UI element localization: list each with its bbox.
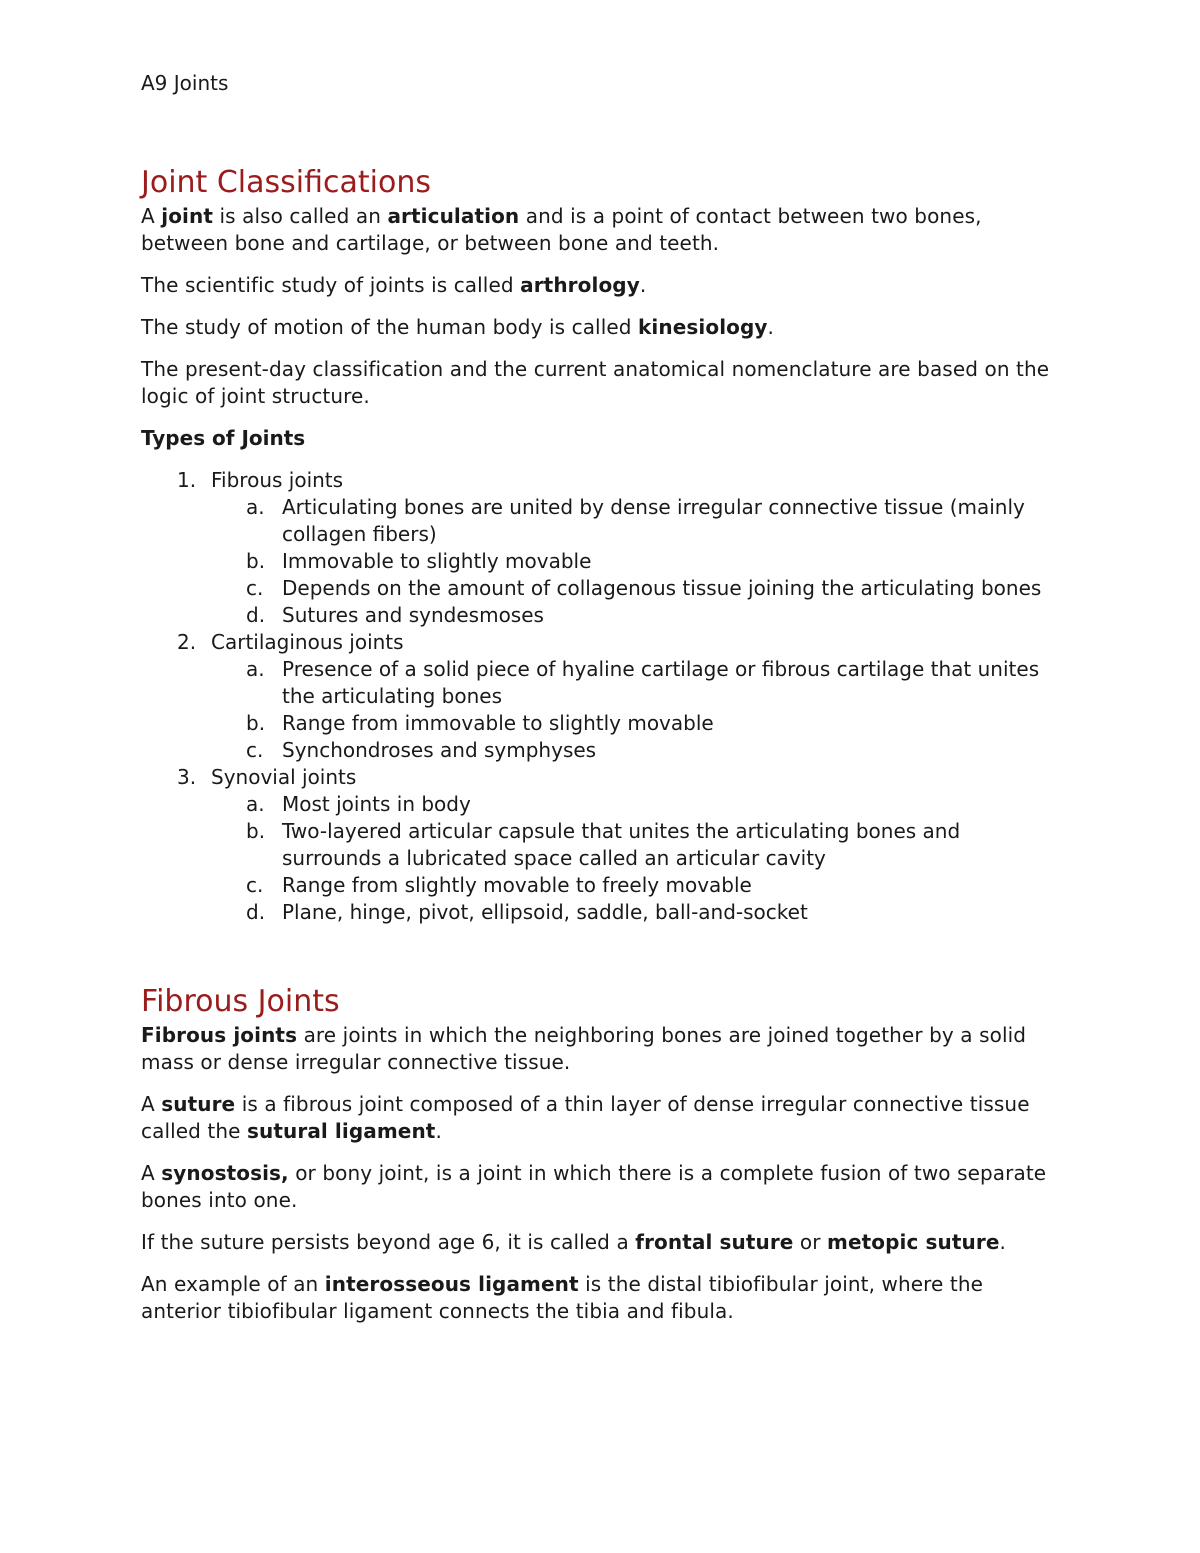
text-run: and is a point of contact between two bones, between bone and cartilage, or between bone and teeth.	[141, 204, 982, 255]
list-letter: d.	[246, 603, 266, 627]
types-list	[141, 467, 1061, 926]
list-item	[211, 656, 1061, 710]
term-metopic-suture: metopic suture	[827, 1230, 1000, 1254]
text-run: or	[793, 1230, 828, 1254]
list-item	[211, 575, 1061, 602]
sublist	[211, 791, 1061, 926]
list-item-label: Synovial joints	[211, 765, 357, 789]
list-item	[211, 818, 1061, 872]
text-run: An example of an	[141, 1272, 325, 1296]
list-letter: a.	[246, 792, 265, 816]
sublist	[211, 656, 1061, 764]
text-run: If the suture persists beyond age 6, it is called a	[141, 1230, 636, 1254]
list-number: 3.	[177, 765, 197, 789]
list-item-text: Range from slightly movable to freely movable	[282, 873, 752, 897]
paragraph-frontal-suture	[141, 1229, 1061, 1256]
text-run: is the distal tibiofibular joint, where the anterior tibiofibular ligament connects the tibia and fibula.	[141, 1272, 984, 1323]
list-item-label: Fibrous joints	[211, 468, 344, 492]
text-run: .	[999, 1230, 1006, 1254]
list-letter: b.	[246, 549, 266, 573]
list-item-text: Range from immovable to slightly movable	[282, 711, 714, 735]
list-letter: d.	[246, 900, 266, 924]
paragraph-kinesiology	[141, 314, 1061, 341]
paragraph-arthrology	[141, 272, 1061, 299]
list-item-text: Two-layered articular capsule that unites the articulating bones and surrounds a lubricated space called an articular cavity	[282, 819, 961, 870]
list-item-cartilaginous	[141, 629, 1061, 764]
list-item-label: Cartilaginous joints	[211, 630, 404, 654]
list-item-text: Articulating bones are united by dense irregular connective tissue (mainly collagen fibers)	[282, 495, 1025, 546]
list-item-text: Most joints in body	[282, 792, 471, 816]
list-item	[211, 899, 1061, 926]
sublist	[211, 494, 1061, 629]
list-item	[211, 872, 1061, 899]
list-item	[211, 791, 1061, 818]
list-item	[211, 737, 1061, 764]
section-joint-classifications	[141, 163, 1061, 926]
text-run: are joints in which the neighboring bones are joined together by a solid mass or dense irregular connective tissue.	[141, 1023, 1027, 1074]
list-item-fibrous	[141, 467, 1061, 629]
text-run: is a fibrous joint composed of a thin layer of dense irregular connective tissue called the	[141, 1092, 1030, 1143]
text-run: A	[141, 204, 162, 228]
term-kinesiology: kinesiology	[638, 315, 768, 339]
section-fibrous-joints	[141, 982, 1061, 1340]
list-letter: c.	[246, 738, 264, 762]
text-run: is also called an	[213, 204, 388, 228]
list-item-text: Synchondroses and symphyses	[282, 738, 597, 762]
list-item	[211, 494, 1061, 548]
paragraph-classification: The present-day classification and the current anatomical nomenclature are based on the logic of joint structure.	[141, 357, 1050, 408]
section-heading-fibrous-joints: Fibrous Joints	[141, 984, 340, 1019]
list-number: 1.	[177, 468, 197, 492]
term-fibrous-joints: Fibrous joints	[141, 1023, 298, 1047]
list-letter: b.	[246, 819, 266, 843]
text-run: The study of motion of the human body is called	[141, 315, 639, 339]
section-heading-joint-classifications: Joint Classifications	[141, 165, 431, 200]
term-frontal-suture: frontal suture	[635, 1230, 794, 1254]
list-letter: c.	[246, 576, 264, 600]
text-run: A	[141, 1161, 162, 1185]
list-letter: b.	[246, 711, 266, 735]
term-sutural-ligament: sutural ligament	[247, 1119, 436, 1143]
list-item	[211, 602, 1061, 629]
list-number: 2.	[177, 630, 197, 654]
list-letter: c.	[246, 873, 264, 897]
text-run: A	[141, 1092, 162, 1116]
term-joint: joint	[161, 204, 213, 228]
list-item-text: Depends on the amount of collagenous tissue joining the articulating bones	[282, 576, 1042, 600]
types-of-joints-heading: Types of Joints	[141, 426, 306, 450]
text-run: .	[435, 1119, 442, 1143]
list-item-text: Immovable to slightly movable	[282, 549, 592, 573]
list-item	[211, 710, 1061, 737]
term-suture: suture	[161, 1092, 236, 1116]
text-run: The scientific study of joints is called	[141, 273, 521, 297]
paragraph-joint-definition	[141, 203, 1061, 257]
list-item-synovial	[141, 764, 1061, 926]
list-letter: a.	[246, 495, 265, 519]
paragraph-synostosis	[141, 1160, 1061, 1214]
list-item-text: Plane, hinge, pivot, ellipsoid, saddle, ball-and-socket	[282, 900, 808, 924]
document-header: A9 Joints	[141, 71, 229, 95]
list-item-text: Sutures and syndesmoses	[282, 603, 544, 627]
term-interosseous-ligament: interosseous ligament	[324, 1272, 579, 1296]
text-run: or bony joint, is a joint in which there is a complete fusion of two separate bones into one.	[141, 1161, 1047, 1212]
text-run: .	[767, 315, 775, 339]
list-item	[211, 548, 1061, 575]
list-letter: a.	[246, 657, 265, 681]
paragraph-interosseous	[141, 1271, 1061, 1325]
term-articulation: articulation	[387, 204, 520, 228]
paragraph-suture	[141, 1091, 1061, 1145]
list-item-text: Presence of a solid piece of hyaline cartilage or fibrous cartilage that unites the articulating bones	[282, 657, 1040, 708]
text-run: .	[639, 273, 647, 297]
paragraph-fibrous-definition	[141, 1022, 1061, 1076]
term-arthrology: arthrology	[520, 273, 640, 297]
term-synostosis: synostosis,	[161, 1161, 289, 1185]
